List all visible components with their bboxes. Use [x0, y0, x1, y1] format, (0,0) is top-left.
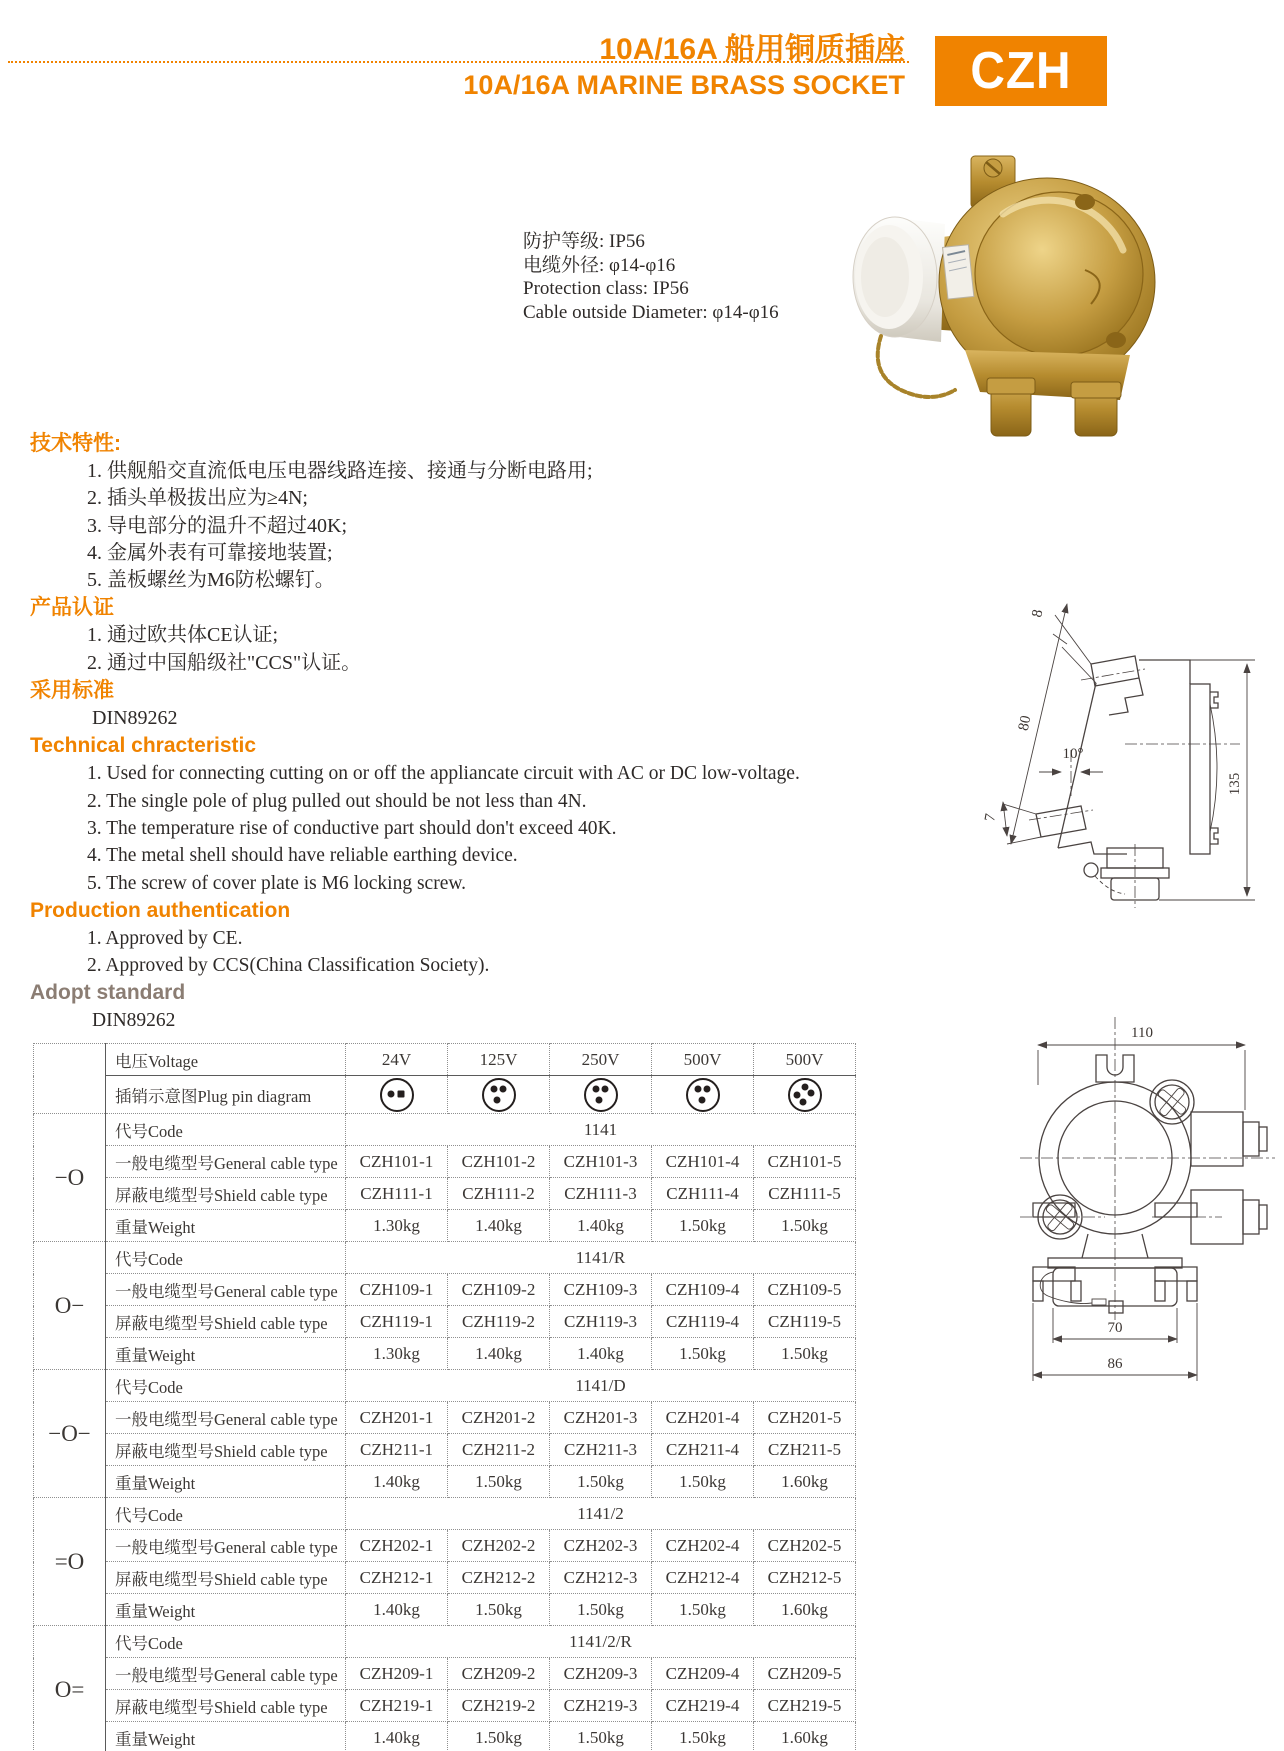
section-item: 3. The temperature rise of conductive part should don't exceed 40K.	[87, 817, 617, 839]
general-cable-label-cell: 一般电缆型号General cable type	[106, 1146, 346, 1178]
shield-cable-type: CZH119-5	[754, 1306, 856, 1338]
general-cable-label-cell: 一般电缆型号General cable type	[106, 1530, 346, 1562]
plug-pin-icon	[380, 1078, 414, 1112]
section-heading: 产品认证	[30, 596, 114, 620]
weight-value: 1.50kg	[652, 1722, 754, 1751]
shield-cable-type: CZH212-3	[550, 1562, 652, 1594]
plug-pin-icon	[686, 1078, 720, 1112]
shield-cable-type: CZH211-4	[652, 1434, 754, 1466]
voltage-column-header: 250V	[550, 1044, 652, 1076]
spec-line: Cable outside Diameter: φ14-φ16	[523, 301, 779, 323]
shield-cable-type: CZH212-1	[346, 1562, 448, 1594]
dimension-label: 10°	[1062, 746, 1084, 762]
general-cable-label-cell: 一般电缆型号General cable type	[106, 1658, 346, 1690]
weight-value: 1.30kg	[346, 1210, 448, 1242]
weight-value: 1.50kg	[652, 1466, 754, 1498]
section-item: 4. The metal shell should have reliable earthing device.	[87, 845, 518, 867]
dimension-label: 135	[1227, 772, 1243, 796]
weight-value: 1.60kg	[754, 1594, 856, 1626]
plug-pin-icon	[482, 1078, 516, 1112]
front-view-drawing	[890, 975, 1284, 1455]
pin-diagram-label-cell: 插销示意图Plug pin diagram	[106, 1076, 346, 1114]
section-item: 1. Approved by CE.	[87, 927, 243, 949]
shield-cable-type: CZH111-1	[346, 1178, 448, 1210]
shield-cable-type: CZH211-1	[346, 1434, 448, 1466]
pin-diagram-cell	[448, 1076, 550, 1114]
weight-value: 1.50kg	[754, 1338, 856, 1370]
section-heading: Adopt standard	[30, 981, 186, 1005]
weight-value: 1.50kg	[550, 1466, 652, 1498]
header-dotted-rule	[8, 61, 909, 63]
code-value: 1141/2/R	[346, 1626, 856, 1658]
front-view-outline	[1020, 1017, 1275, 1320]
weight-value: 1.40kg	[346, 1466, 448, 1498]
weight-value: 1.50kg	[550, 1594, 652, 1626]
general-cable-type: CZH209-3	[550, 1658, 652, 1690]
code-label-cell: 代号Code	[106, 1626, 346, 1658]
shield-cable-type: CZH219-2	[448, 1690, 550, 1722]
weight-value: 1.40kg	[448, 1338, 550, 1370]
shield-cable-label-cell: 屏蔽电缆型号Shield cable type	[106, 1562, 346, 1594]
code-label-cell: 代号Code	[106, 1242, 346, 1274]
weight-value: 1.50kg	[652, 1210, 754, 1242]
weight-label-cell: 重量Weight	[106, 1210, 346, 1242]
section-heading: 采用标准	[30, 679, 114, 703]
shield-cable-type: CZH119-3	[550, 1306, 652, 1338]
voltage-column-header: 125V	[448, 1044, 550, 1076]
voltage-column-header: 500V	[652, 1044, 754, 1076]
general-cable-type: CZH202-1	[346, 1530, 448, 1562]
group-symbol: O−	[34, 1242, 106, 1370]
product-label	[943, 245, 974, 299]
section-item: 5. 盖板螺丝为M6防松螺钉。	[87, 569, 335, 592]
shield-cable-type: CZH219-1	[346, 1690, 448, 1722]
section-item: 2. 通过中国船级社"CCS"认证。	[87, 651, 362, 674]
brand-logo-box	[935, 36, 1107, 106]
weight-value: 1.40kg	[346, 1594, 448, 1626]
weight-value: 1.40kg	[550, 1338, 652, 1370]
dimension-label: 8	[1029, 608, 1047, 619]
dimension-label: 110	[1131, 1025, 1153, 1041]
weight-value: 1.40kg	[346, 1722, 448, 1751]
general-cable-type: CZH101-3	[550, 1146, 652, 1178]
weight-value: 1.50kg	[448, 1466, 550, 1498]
page-title-english: 10A/16A MARINE BRASS SOCKET	[463, 70, 905, 100]
shield-cable-type: CZH119-2	[448, 1306, 550, 1338]
pin-diagram-cell	[754, 1076, 856, 1114]
section-item: 2. 插头单极拔出应为≥4N;	[87, 487, 308, 510]
code-value: 1141/D	[346, 1370, 856, 1402]
general-cable-type: CZH202-2	[448, 1530, 550, 1562]
shield-cable-type: CZH211-3	[550, 1434, 652, 1466]
section-item: 5. The screw of cover plate is M6 locking screw.	[87, 872, 467, 894]
side-view-drawing	[895, 552, 1284, 912]
general-cable-type: CZH201-4	[652, 1402, 754, 1434]
general-cable-type: CZH201-3	[550, 1402, 652, 1434]
weight-value: 1.60kg	[754, 1466, 856, 1498]
section-heading: Production authentication	[30, 898, 291, 922]
weight-value: 1.50kg	[652, 1594, 754, 1626]
protection-specs	[523, 230, 779, 324]
shield-cable-type: CZH219-3	[550, 1690, 652, 1722]
brand-logo-text: CZH	[970, 42, 1072, 100]
dimension-label: 7	[982, 812, 1000, 823]
code-value: 1141/2	[346, 1498, 856, 1530]
general-cable-type: CZH201-2	[448, 1402, 550, 1434]
shield-cable-label-cell: 屏蔽电缆型号Shield cable type	[106, 1690, 346, 1722]
general-cable-type: CZH209-5	[754, 1658, 856, 1690]
weight-value: 1.60kg	[754, 1722, 856, 1751]
plug-pin-icon	[788, 1078, 822, 1112]
shield-cable-type: CZH119-4	[652, 1306, 754, 1338]
section-item: DIN89262	[92, 707, 178, 730]
general-cable-type: CZH101-5	[754, 1146, 856, 1178]
weight-value: 1.50kg	[448, 1722, 550, 1751]
general-cable-type: CZH101-1	[346, 1146, 448, 1178]
weight-label-cell: 重量Weight	[106, 1466, 346, 1498]
table-corner-cell	[34, 1044, 106, 1114]
shield-cable-type: CZH111-5	[754, 1178, 856, 1210]
page-title-chinese: 10A/16A 船用铜质插座	[599, 33, 905, 66]
dimension-label: 80	[1015, 714, 1035, 733]
side-view-dimensions	[982, 604, 1255, 900]
weight-label-cell: 重量Weight	[106, 1594, 346, 1626]
section-item: DIN89262	[92, 1010, 176, 1032]
pin-diagram-cell	[550, 1076, 652, 1114]
section-item: 2. The single pole of plug pulled out should be not less than 4N.	[87, 790, 587, 812]
group-symbol: O=	[34, 1626, 106, 1751]
shield-cable-type: CZH212-5	[754, 1562, 856, 1594]
voltage-column-header: 24V	[346, 1044, 448, 1076]
shield-cable-type: CZH219-4	[652, 1690, 754, 1722]
weight-value: 1.50kg	[652, 1338, 754, 1370]
spec-line: 电缆外径: φ14-φ16	[523, 254, 676, 276]
weight-label-cell: 重量Weight	[106, 1722, 346, 1751]
general-cable-type: CZH109-2	[448, 1274, 550, 1306]
code-label-cell: 代号Code	[106, 1114, 346, 1146]
general-cable-type: CZH109-4	[652, 1274, 754, 1306]
section-item: 3. 导电部分的温升不超过40K;	[87, 514, 347, 537]
text-sections	[30, 430, 860, 1035]
pin-diagram-cell	[346, 1076, 448, 1114]
spec-line: 防护等级: IP56	[523, 231, 645, 252]
weight-value: 1.30kg	[346, 1338, 448, 1370]
weight-value: 1.50kg	[550, 1722, 652, 1751]
code-label-cell: 代号Code	[106, 1498, 346, 1530]
code-value: 1141	[346, 1114, 856, 1146]
general-cable-type: CZH109-5	[754, 1274, 856, 1306]
general-cable-type: CZH209-1	[346, 1658, 448, 1690]
shield-cable-type: CZH111-4	[652, 1178, 754, 1210]
cap-chain	[878, 336, 955, 397]
shield-cable-type: CZH111-3	[550, 1178, 652, 1210]
group-symbol: −O	[34, 1114, 106, 1242]
shield-cable-type: CZH119-1	[346, 1306, 448, 1338]
shield-cable-type: CZH211-2	[448, 1434, 550, 1466]
section-item: 4. 金属外表有可靠接地装置;	[87, 541, 333, 564]
general-cable-label-cell: 一般电缆型号General cable type	[106, 1402, 346, 1434]
general-cable-type: CZH109-1	[346, 1274, 448, 1306]
shield-cable-label-cell: 屏蔽电缆型号Shield cable type	[106, 1434, 346, 1466]
general-cable-type: CZH202-3	[550, 1530, 652, 1562]
shield-cable-type: CZH211-5	[754, 1434, 856, 1466]
specification-table	[33, 1043, 856, 1751]
side-view-outline	[1029, 656, 1240, 908]
general-cable-type: CZH201-5	[754, 1402, 856, 1434]
general-cable-label-cell: 一般电缆型号General cable type	[106, 1274, 346, 1306]
voltage-column-header: 500V	[754, 1044, 856, 1076]
voltage-label-cell: 电压Voltage	[106, 1044, 346, 1076]
general-cable-type: CZH201-1	[346, 1402, 448, 1434]
spec-line: Protection class: IP56	[523, 278, 689, 299]
code-value: 1141/R	[346, 1242, 856, 1274]
product-photo	[785, 150, 1170, 450]
group-symbol: =O	[34, 1498, 106, 1626]
shield-cable-label-cell: 屏蔽电缆型号Shield cable type	[106, 1306, 346, 1338]
shield-cable-label-cell: 屏蔽电缆型号Shield cable type	[106, 1178, 346, 1210]
shield-cable-type: CZH212-4	[652, 1562, 754, 1594]
general-cable-type: CZH209-2	[448, 1658, 550, 1690]
pin-diagram-cell	[652, 1076, 754, 1114]
group-symbol: −O−	[34, 1370, 106, 1498]
weight-value: 1.50kg	[754, 1210, 856, 1242]
general-cable-type: CZH202-5	[754, 1530, 856, 1562]
shield-cable-type: CZH219-5	[754, 1690, 856, 1722]
weight-value: 1.40kg	[448, 1210, 550, 1242]
general-cable-type: CZH101-4	[652, 1146, 754, 1178]
weight-value: 1.50kg	[448, 1594, 550, 1626]
white-protective-cap	[853, 217, 945, 342]
dimension-label: 70	[1107, 1320, 1123, 1336]
plug-pin-icon	[584, 1078, 618, 1112]
weight-value: 1.40kg	[550, 1210, 652, 1242]
general-cable-type: CZH202-4	[652, 1530, 754, 1562]
general-cable-type: CZH109-3	[550, 1274, 652, 1306]
section-item: 1. Used for connecting cutting on or off the appliancate circuit with AC or DC low-voltage.	[87, 763, 800, 785]
section-item: 1. 通过欧共体CE认证;	[87, 624, 279, 647]
dimension-label: 86	[1107, 1356, 1123, 1372]
section-heading: 技术特性:	[30, 432, 121, 455]
section-item: 1. 供舰船交直流低电压电器线路连接、接通与分断电路用;	[87, 460, 593, 482]
shield-cable-type: CZH111-2	[448, 1178, 550, 1210]
weight-label-cell: 重量Weight	[106, 1338, 346, 1370]
general-cable-type: CZH209-4	[652, 1658, 754, 1690]
shield-cable-type: CZH212-2	[448, 1562, 550, 1594]
code-label-cell: 代号Code	[106, 1370, 346, 1402]
general-cable-type: CZH101-2	[448, 1146, 550, 1178]
section-item: 2. Approved by CCS(China Classification Society).	[87, 955, 490, 977]
section-heading: Technical chracteristic	[30, 734, 257, 758]
